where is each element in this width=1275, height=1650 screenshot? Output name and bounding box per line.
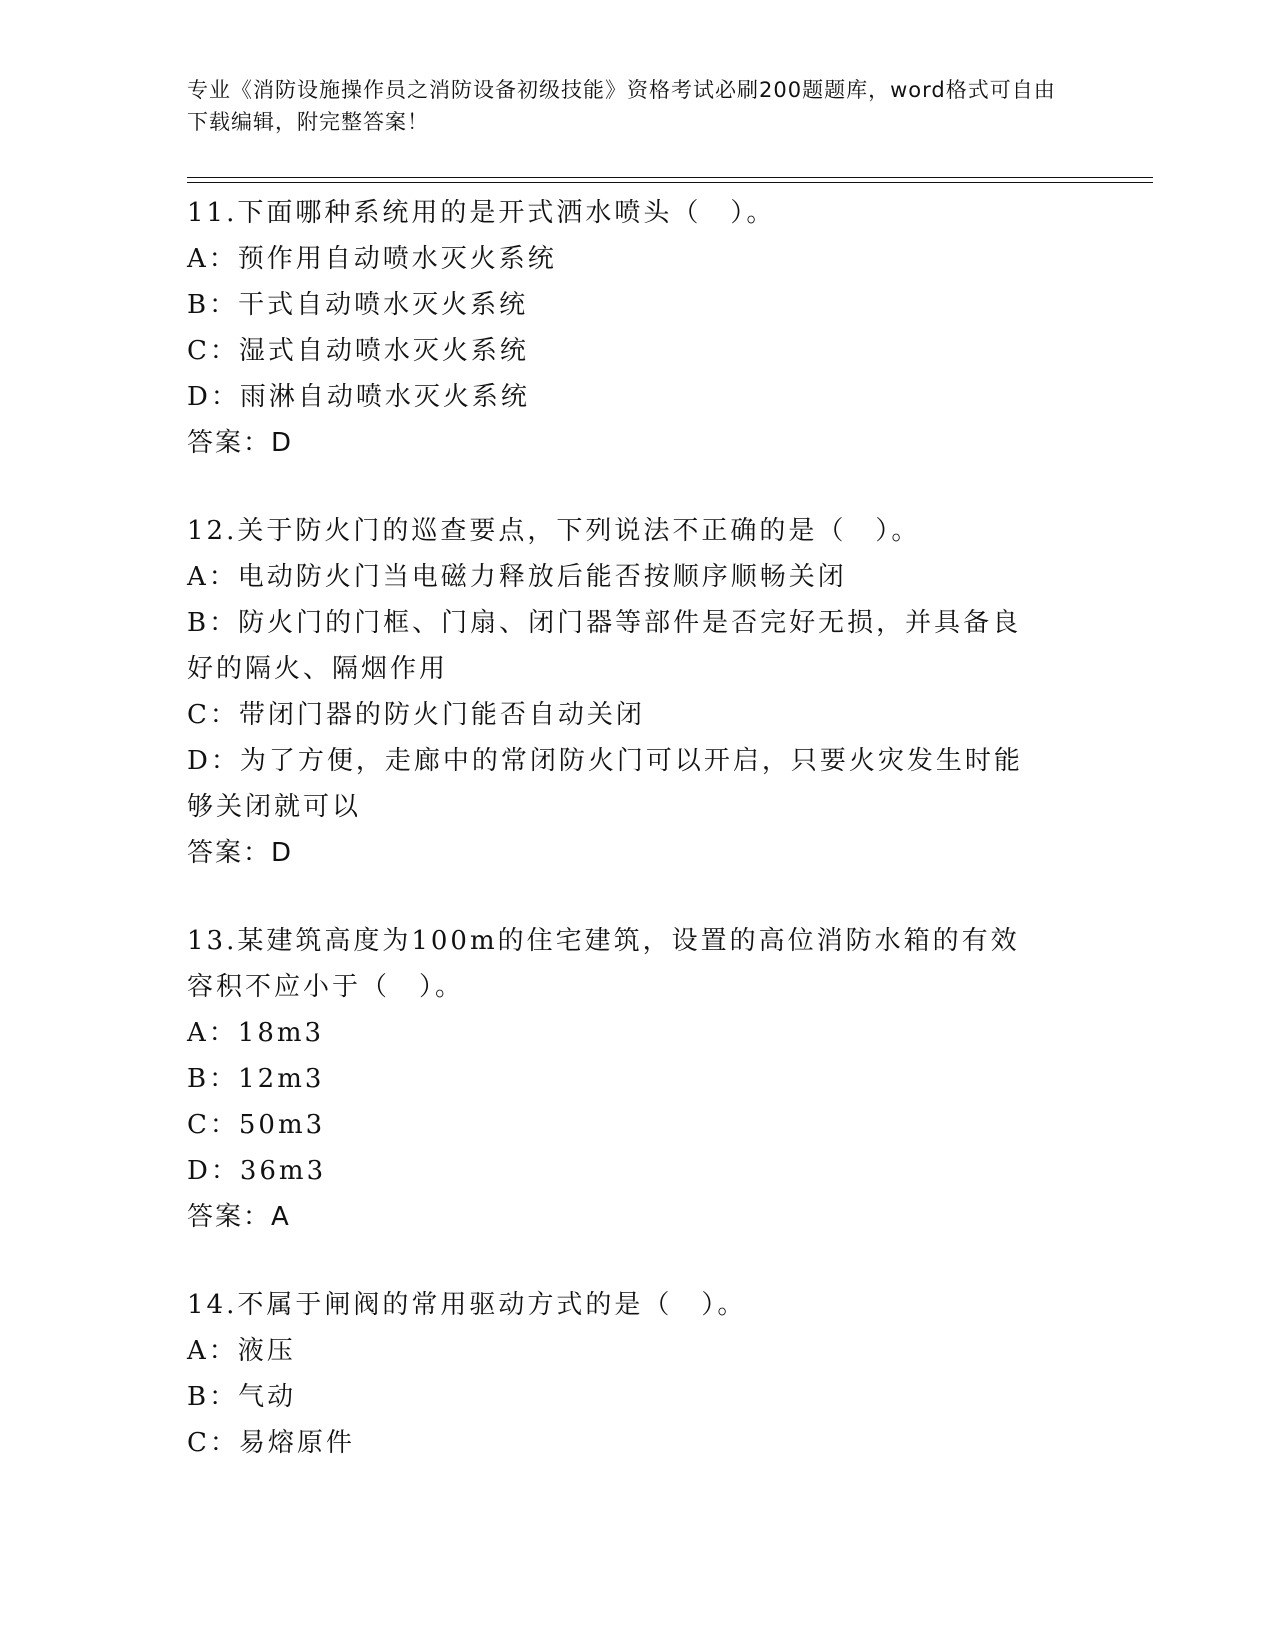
- option-d: D：36m3: [187, 1156, 327, 1186]
- header-divider-top: [187, 177, 1153, 178]
- option-c: C：湿式自动喷水灭火系统: [187, 336, 529, 366]
- question-14: [187, 1282, 1087, 1466]
- option-a: A：预作用自动喷水灭火系统: [187, 244, 557, 274]
- option-c: C：50m3: [187, 1110, 326, 1140]
- question-11: [187, 190, 1087, 466]
- question-13: [187, 918, 1087, 1240]
- question-stem: 12.关于防火门的巡查要点，下列说法不正确的是（ ）。: [187, 516, 921, 546]
- question-stem: 14.不属于闸阀的常用驱动方式的是（ ）。: [187, 1290, 747, 1320]
- option-a: A：18m3: [187, 1018, 325, 1048]
- option-c: C：带闭门器的防火门能否自动关闭: [187, 700, 645, 730]
- option-b: B：干式自动喷水灭火系统: [187, 290, 529, 320]
- question-12: [187, 508, 1087, 876]
- option-b: B：防火门的门框、门扇、闭门器等部件是否完好无损，并具备良好的隔火、隔烟作用: [187, 608, 1022, 684]
- question-stem: 11.下面哪种系统用的是开式洒水喷头（ ）。: [187, 198, 776, 228]
- option-b: B：气动: [187, 1382, 297, 1412]
- question-stem: 13.某建筑高度为100m的住宅建筑，设置的高位消防水箱的有效容积不应小于（ ）。: [187, 926, 1020, 1002]
- option-d: D：为了方便，走廊中的常闭防火门可以开启，只要火灾发生时能够关闭就可以: [187, 746, 1023, 822]
- option-c: C：易熔原件: [187, 1428, 355, 1458]
- option-d: D：雨淋自动喷水灭火系统: [187, 382, 530, 412]
- header-divider-bottom: [187, 182, 1153, 183]
- answer: 答案：D: [187, 838, 294, 868]
- option-a: A：液压: [187, 1336, 296, 1366]
- option-a: A：电动防火门当电磁力释放后能否按顺序顺畅关闭: [187, 562, 847, 592]
- answer: 答案：A: [187, 1202, 291, 1232]
- document-header: 专业《消防设施操作员之消防设备初级技能》资格考试必刷200题题库，word格式可自由下载编辑，附完整答案！: [187, 78, 1056, 134]
- answer: 答案：D: [187, 428, 294, 458]
- option-b: B：12m3: [187, 1064, 325, 1094]
